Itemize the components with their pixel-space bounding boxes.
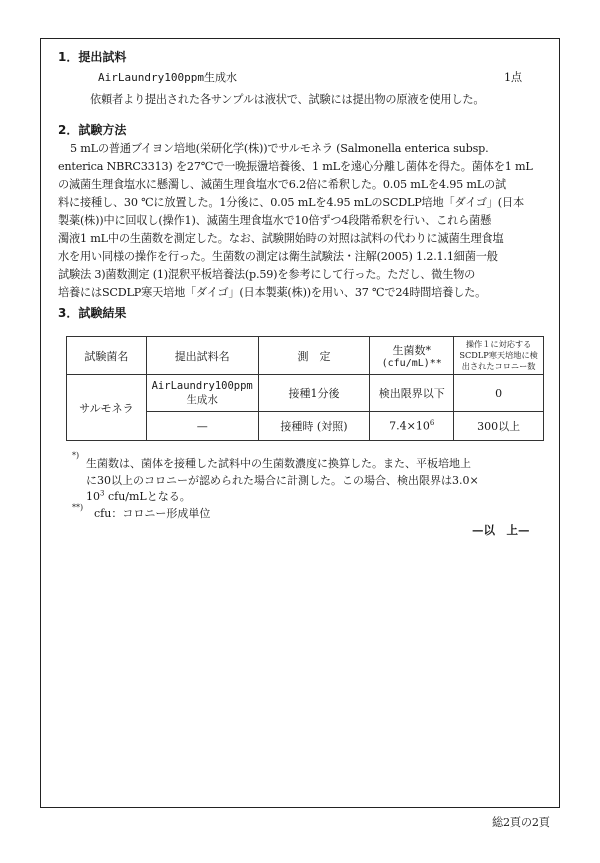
section2-heading: 2．試験方法 bbox=[58, 123, 127, 137]
section3-heading: 3．試験結果 bbox=[58, 306, 127, 320]
sample-count: 1点 bbox=[504, 71, 522, 84]
row1-sample: AirLaundry100ppm生成水 bbox=[146, 375, 258, 412]
note1-line3-rest: cfu/mLとなる。 bbox=[104, 490, 191, 503]
method-line: 培養にはSCDLP寒天培地「ダイゴ」(日本製薬(株))を用い、37 ℃で24時間培養した。 bbox=[58, 286, 487, 299]
sample-description: 依頼者より提出された各サンプルは液状で、試験には提出物の原液を使用した。 bbox=[90, 93, 485, 106]
note2-text: cfu：コロニー形成単位 bbox=[94, 507, 211, 520]
header-measurement: 測 定 bbox=[258, 337, 370, 375]
method-line: 5 mLの普通ブイヨン培地(栄研化学(株))でサルモネラ (Salmonella enterica subsp. bbox=[70, 142, 489, 155]
end-mark: —以 上— bbox=[472, 523, 530, 537]
method-line: 濁液1 mL中の生菌数を測定した。なお、試験開始時の対照は試料の代わりに滅菌生理食塩 bbox=[58, 232, 504, 245]
note1-line bbox=[86, 488, 191, 504]
note2-mark: **) bbox=[72, 503, 84, 512]
results-table bbox=[66, 336, 544, 441]
table-row bbox=[67, 375, 544, 412]
row1-count: 検出限界以下 bbox=[370, 375, 454, 412]
row2-colony: 300以上 bbox=[454, 412, 544, 441]
header-count bbox=[370, 337, 454, 375]
header-organism: 試験菌名 bbox=[67, 337, 147, 375]
sample-name: AirLaundry100ppm生成水 bbox=[98, 71, 237, 84]
table-header-row bbox=[67, 337, 544, 375]
method-line: 水を用い同様の操作を行った。生菌数の測定は衛生試験法・注解(2005) 1.2.1.1細菌一般 bbox=[58, 250, 498, 263]
header-count-label: 生菌数* bbox=[392, 344, 431, 357]
method-line: の滅菌生理食塩水に懸濁し、滅菌生理食塩水で6.2倍に希釈した。0.05 mLを4.95 mLの試 bbox=[58, 178, 507, 191]
row1-colony: 0 bbox=[454, 375, 544, 412]
header-sample: 提出試料名 bbox=[146, 337, 258, 375]
section1-heading: 1．提出試料 bbox=[58, 50, 127, 64]
note1-line: に30以上のコロニーが認められた場合に計測した。この場合、検出限界は3.0× bbox=[86, 474, 479, 487]
method-line: 製薬(株))中に回収し(操作1)、滅菌生理食塩水で10倍ずつ4段階希釈を行い、これら菌懸 bbox=[58, 214, 492, 227]
organism-cell: サルモネラ bbox=[67, 375, 147, 441]
header-count-unit: (cfu/mL)** bbox=[381, 358, 442, 369]
row2-measurement: 接種時 (対照) bbox=[258, 412, 370, 441]
note1-line3-base: 10 bbox=[86, 490, 100, 503]
row1-measurement: 接種1分後 bbox=[258, 375, 370, 412]
row2-sample: — bbox=[146, 412, 258, 441]
row2-count-exp: 6 bbox=[429, 419, 435, 428]
note1-line3-exp: 3 bbox=[100, 489, 105, 498]
header-colony: 操作１に対応するSCDLP寒天培地に検出されたコロニー数 bbox=[454, 337, 544, 375]
row2-count-base: 7.4×10 bbox=[389, 419, 430, 433]
method-line: 試験法 3)菌数測定 (1)混釈平板培養法(p.59)を参考にして行った。ただし、微生物の bbox=[58, 268, 476, 281]
page-number: 総2頁の2頁 bbox=[492, 816, 550, 829]
note1-mark: *) bbox=[72, 451, 80, 460]
note1-line: 生菌数は、菌体を接種した試料中の生菌数濃度に換算した。また、平板培地上 bbox=[86, 457, 471, 470]
method-line: enterica NBRC3313) を27℃で一晩振盪培養後、1 mLを遠心分離し菌体を得た。菌体を1 mL bbox=[58, 160, 533, 173]
method-line: 料に接種し、30 ℃に放置した。1分後に、0.05 mLを4.95 mLのSCDLP培地「ダイゴ」(日本 bbox=[58, 196, 524, 209]
row2-count bbox=[370, 412, 454, 441]
